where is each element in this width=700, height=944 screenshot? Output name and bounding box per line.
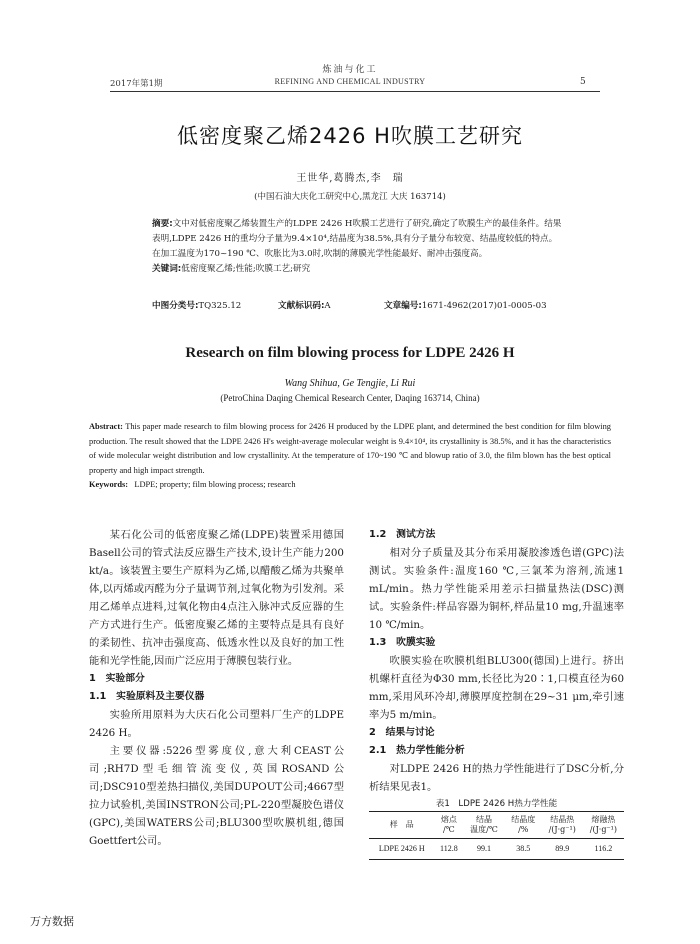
section-2-heading-text: 2 结果与讨论 — [369, 727, 435, 738]
table-1 — [369, 811, 624, 860]
authors-zh: 王世华,葛腾杰,李 瑞 — [296, 173, 404, 184]
doc-code-field — [278, 299, 331, 311]
abstract-en — [89, 420, 611, 493]
table-header-cell — [463, 812, 505, 839]
table-cell: 99.1 — [463, 839, 505, 860]
journal-title-en: REFINING AND CHEMICAL INDUSTRY — [274, 77, 426, 86]
abstract-zh-text: 文中对低密度聚乙烯装置生产的LDPE 2426 H吹膜工艺进行了研究,确定了吹膜生产的最佳条件。结果表明,LDPE 2426 H的重均分子量为9.4×10⁴,结晶度为38.5%,具有分子量分布较宽、结晶度较低的特点。在加工温度为170~190 ℃、吹胀比为3.0时,吹制的薄膜光学性能最好、耐冲击强度高。 — [152, 219, 562, 259]
clc-field — [152, 299, 241, 311]
doc-code-label: 文献标识码: — [278, 301, 325, 311]
table-cell: 112.8 — [435, 839, 464, 860]
section-1-heading-text: 1 实验部分 — [89, 673, 145, 684]
header-melting-point: 熔点 — [440, 815, 457, 824]
clc-value: TQ325.12 — [198, 301, 242, 311]
article-no-label: 文章编号: — [384, 301, 422, 311]
keywords-zh-label: 关键词: — [152, 264, 182, 274]
section-1-heading — [89, 670, 344, 688]
left-column — [89, 526, 344, 850]
doc-code-value: A — [324, 301, 331, 311]
table-row — [369, 839, 624, 860]
page-number: 5 — [580, 77, 586, 87]
section-1-2-heading — [369, 526, 624, 544]
keywords-zh — [152, 262, 564, 277]
authors-en: Wang Shihua, Ge Tengjie, Li Rui — [284, 378, 416, 389]
abstract-en-body — [89, 420, 611, 478]
table-header-cell — [583, 812, 624, 839]
journal-title-zh: 炼油与化工 — [322, 65, 378, 75]
header-sample: 样 品 — [389, 820, 414, 829]
unit-crystallinity: /% — [518, 825, 529, 834]
section-1-1-heading-text: 1.1 实验原料及主要仪器 — [89, 691, 205, 702]
keywords-en-label: Keywords: — [89, 480, 129, 489]
table-header-cell — [435, 812, 464, 839]
right-column — [369, 526, 624, 860]
paper-title-en: Research on film blowing process for LDPE 2426 H — [185, 345, 515, 361]
thermo-paragraph: 对LDPE 2426 H的热力学性能进行了DSC分析,分析结果见表1。 — [369, 763, 624, 793]
table-header-cell — [505, 812, 542, 839]
section-1-2-heading-text: 1.2 测试方法 — [369, 529, 436, 540]
affiliation-en: (PetroChina Daqing Chemical Research Center, Daqing 163714, China) — [220, 393, 480, 403]
header-crystallinity: 结晶度 — [511, 815, 536, 824]
section-1-3-heading-text: 1.3 吹膜实验 — [369, 637, 436, 648]
keywords-en — [89, 478, 611, 493]
unit-melting-point: /℃ — [443, 825, 455, 834]
header-rule — [110, 91, 600, 92]
test-method-paragraph: 相对分子质量及其分布采用凝胶渗透色谱(GPC)法测试。实验条件:温度160 ℃,三氯苯为溶剂,流速1 mL/min。热力学性能采用差示扫描量热法(DSC)测试。实验条件:样品容器为铜杯,样品量10 mg,升温速率10 ℃/min。 — [369, 547, 624, 631]
header-crystallization-heat: 结晶热 — [550, 815, 575, 824]
footer-watermark: 万方数据 — [30, 915, 74, 928]
table-cell: 89.9 — [542, 839, 583, 860]
section-1-3-heading — [369, 634, 624, 652]
unit-crystallization-temp: 温度/℃ — [470, 825, 498, 834]
abstract-zh-label: 摘要: — [152, 219, 173, 229]
materials-paragraph: 实验所用原料为大庆石化公司塑料厂生产的LDPE 2426 H。 — [89, 709, 344, 739]
issue-label: 2017年第1期 — [110, 79, 163, 89]
paper-title-zh: 低密度聚乙烯2426 H吹膜工艺研究 — [177, 124, 523, 148]
table-header-cell — [369, 812, 435, 839]
abstract-en-text: This paper made research to film blowing process for 2426 H produced by the LDPE plant, and determined the best condition for film blowing production. The result showed that the LDPE 2426 H's weight-average molecular weight is 9.4×10⁴, its crystallinity is 38.5%, and it has the characteristics of wide molecular weight distribution and low crystallinity. At the temperature of 170~190 ℃ and blowup ratio of 3.0, the film blown has the best optical property and high impact strength. — [89, 422, 611, 475]
table-header-cell — [542, 812, 583, 839]
clc-label: 中图分类号: — [152, 301, 199, 311]
affiliation-zh: (中国石油大庆化工研究中心,黑龙江 大庆 163714) — [254, 192, 446, 202]
header-crystallization-temp: 结晶 — [475, 815, 492, 824]
keywords-en-text: LDPE; property; film blowing process; research — [134, 480, 296, 489]
intro-paragraph: 某石化公司的低密度聚乙烯(LDPE)装置采用德国Basell公司的管式法反应器生产技术,设计生产能力200 kt/a。该装置主要生产原料为乙烯,以醋酸乙烯为共聚单体,以丙烯或丙醛为分子量调节剂,过氧化物为引发剂。采用乙烯单点进料,过氧化物由4点注入脉冲式反应器的生产方式进行生产。低密度聚乙烯的主要特点是具有良好的柔韧性、抗冲击强度高、低透水性以及良好的加工性能和光学性能,因而广泛应用于薄膜包装行业。 — [89, 529, 344, 667]
table-cell: LDPE 2426 H — [369, 839, 435, 860]
keywords-zh-text: 低密度聚乙烯;性能;吹膜工艺;研究 — [181, 264, 311, 274]
table-header-row — [369, 812, 624, 839]
section-2-heading — [369, 724, 624, 742]
article-no-value: 1671-4962(2017)01-0005-03 — [421, 301, 547, 311]
header-melting-heat: 熔融热 — [591, 815, 616, 824]
section-2-1-heading — [369, 742, 624, 760]
table-cell: 116.2 — [583, 839, 624, 860]
table-1-caption: 表1 LDPE 2426 H热力学性能 — [435, 799, 558, 809]
abstract-zh-body — [152, 217, 564, 262]
instruments-paragraph: 主要仪器:5226型雾度仪,意大利CEAST公司;RH7D型毛细管流变仪,英国ROSAND公司;DSC910型差热扫描仪,美国DUPOUT公司;4667型拉力试验机,美国INSTRON公司;PL-220型凝胶色谱仪(GPC),美国WATERS公司;BLU300型吹膜机组,德国Goettfert公司。 — [89, 745, 344, 847]
section-1-1-heading — [89, 688, 344, 706]
table-cell: 38.5 — [505, 839, 542, 860]
unit-melting-heat: /(J·g⁻¹) — [589, 825, 618, 834]
section-2-1-heading-text: 2.1 热力学性能分析 — [369, 745, 465, 756]
unit-crystallization-heat: /(J·g⁻¹) — [548, 825, 576, 834]
abstract-en-label: Abstract: — [89, 422, 123, 431]
article-no-field — [384, 299, 547, 311]
abstract-zh — [152, 217, 564, 277]
blow-experiment-paragraph: 吹膜实验在吹膜机组BLU300(德国)上进行。挤出机螺杆直径为Φ30 mm,长径比为20∶1,口模直径为60 mm,采用风环冷却,薄膜厚度控制在29~31 μm,牵引速率为5 m/min。 — [369, 655, 624, 721]
